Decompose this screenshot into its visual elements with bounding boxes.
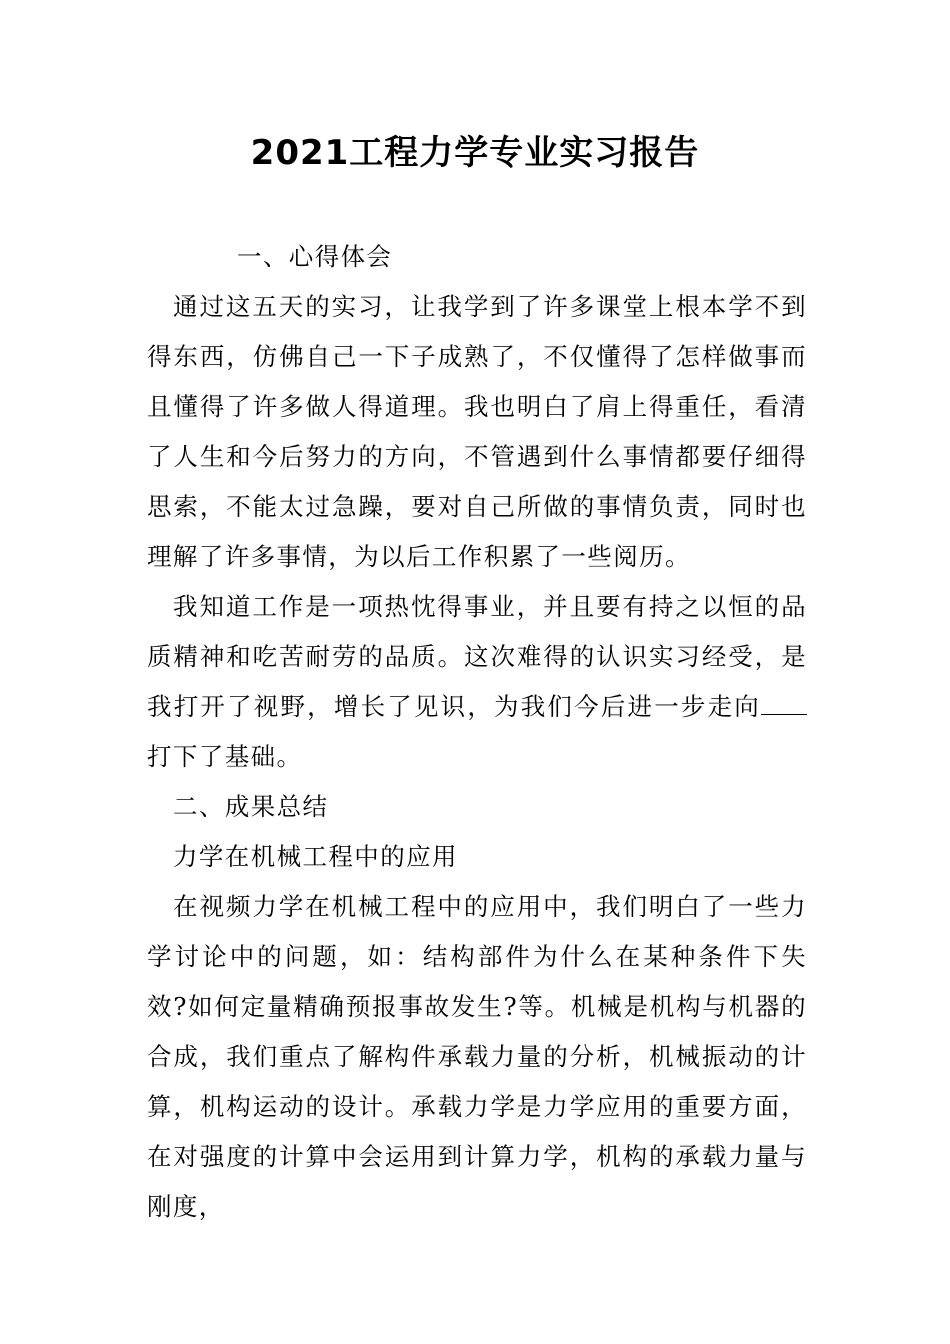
paragraph-text: 打下了基础。 — [147, 742, 303, 771]
blank-underline — [761, 693, 807, 715]
section-heading-experience: 一、心得体会 — [237, 242, 393, 271]
paragraph — [147, 582, 807, 782]
subheading: 力学在机械工程中的应用 — [173, 842, 458, 871]
section-experience-body — [147, 282, 807, 1232]
paragraph: 通过这五天的实习，让我学到了许多课堂上根本学不到得东西，仿佛自己一下子成熟了，不仅懂得了怎样做事而且懂得了许多做人得道理。我也明白了肩上得重任，看清了人生和今后努力的方向，不管遇到什么事情都要仔细得思索，不能太过急躁，要对自己所做的事情负责，同时也理解了许多事情，为以后工作积累了一些阅历。 — [147, 292, 807, 571]
document-title: 2021工程力学专业实习报告 — [250, 133, 700, 173]
paragraph-text: 我知道工作是一项热忱得事业，并且要有持之以恒的品质精神和吃苦耐劳的品质。这次难得的认识实习经受，是我打开了视野，增长了见识，为我们今后进一步走向 — [147, 592, 807, 721]
paragraph: 在视频力学在机械工程中的应用中，我们明白了一些力学讨论中的问题，如：结构部件为什么在某种条件下失效?如何定量精确预报事故发生?等。机械是机构与机器的合成，我们重点了解构件承载力量的分析，机械振动的计算，机构运动的设计。承载力学是力学应用的重要方面，在对强度的计算中会运用到计算力学，机构的承载力量与刚度， — [147, 892, 807, 1221]
section-heading-results: 二、成果总结 — [173, 792, 329, 821]
